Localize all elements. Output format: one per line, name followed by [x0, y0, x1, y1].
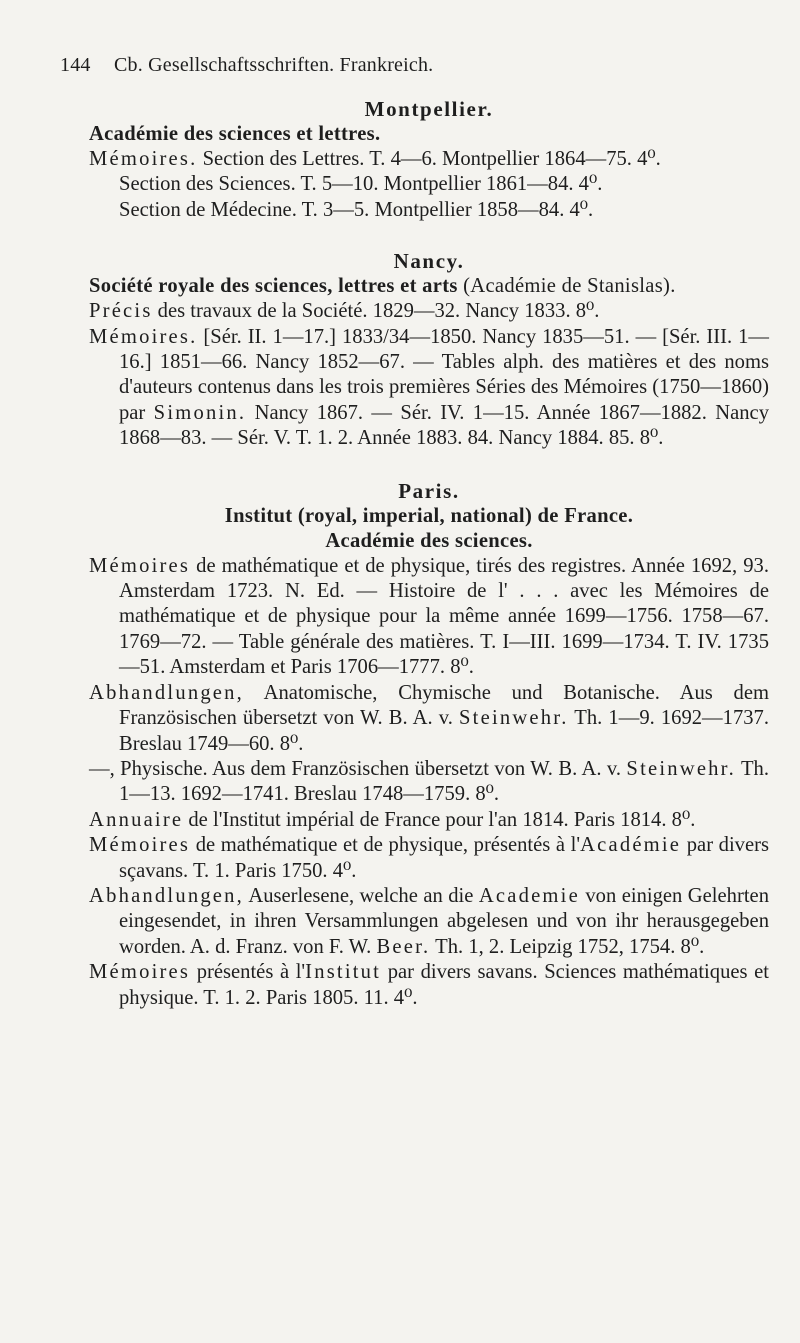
bibliography-entry [89, 833, 769, 884]
bibliography-entry [119, 198, 769, 223]
entry-title: Abhandlungen, [89, 681, 244, 704]
running-header [60, 54, 760, 77]
entry-text: Th. 1, 2. Leipzig 1752, 1754. 8⁰. [430, 935, 705, 958]
entry-title: Précis [89, 300, 153, 323]
running-title: Cb. Gesellschaftsschriften. Frankreich. [114, 54, 434, 76]
city-heading-paris: Paris. [398, 478, 460, 503]
city-heading-nancy: Nancy. [393, 249, 465, 274]
page-body [89, 96, 769, 1011]
entry-title: Mémoires. [89, 148, 198, 170]
bibliography-entry [89, 681, 769, 757]
entry-author: Steinwehr. [626, 757, 736, 780]
entry-text: Section des Sciences. T. 5—10. Montpellier 1861—84. 4⁰. [119, 173, 603, 196]
entry-title: Abhandlungen, [89, 884, 244, 907]
bibliography-entry [89, 325, 769, 452]
bibliography-entry [89, 808, 769, 833]
entry-text: [Sér. II. 1—17.] 1833/34—1850. Nancy 1835—51. — [Sér. III. 1—16.] 1851—66. Nancy 1852—67. — Tables alph. des matières et des noms d'auteurs contenus dans les trois premières Séries des Mémoires (1750—1860) par [119, 325, 769, 424]
city-heading-montpellier: Montpellier. [364, 97, 494, 121]
entry-title: Mémoires. [89, 325, 198, 348]
institution-subheading: Académie des sciences. [325, 529, 533, 552]
entry-text: Th. 1—9. 1692—1737. Breslau 1749—60. 8⁰. [119, 707, 769, 755]
page-number: 144 [60, 54, 91, 76]
entry-text: Th. 1—13. 1692—1741. Breslau 1748—1759. 8⁰. [119, 757, 769, 806]
section-gap [89, 452, 769, 478]
entry-author: Academie [478, 884, 580, 907]
entry-text: des travaux de la Société. 1829—32. Nancy 1833. 8⁰. [152, 300, 600, 323]
entry-text: par divers savans. Sciences mathématiques et physique. T. 1. 2. Paris 1805. 11. 4⁰. [119, 961, 769, 1009]
institution-heading: Académie des sciences et lettres. [89, 123, 381, 145]
entry-author: Simonin. [153, 401, 247, 424]
bibliography-entry [89, 884, 769, 960]
section-gap [89, 223, 769, 248]
entry-author: Beer. [376, 935, 431, 958]
entry-text: de mathématique et de physique, présentés à l' [190, 834, 581, 857]
entry-text: von einigen Gelehrten eingesendet, in ihren Versammlungen abgelesen und von ihr herausgegeben worden. A. d. Franz. von F. W. [119, 884, 769, 958]
entry-title: Annuaire [89, 808, 184, 831]
institution-note: (Académie de Stanislas). [457, 275, 676, 298]
entry-text: présentés à l' [190, 961, 306, 984]
entry-text: par divers sçavans. T. 1. Paris 1750. 4⁰. [119, 834, 769, 882]
entry-text: Nancy 1867. — Sér. IV. 1—15. Année 1867—1882. Nancy 1868—83. — Sér. V. T. 1. 2. Année 1883. 84. Nancy 1884. 85. 8⁰. [119, 401, 769, 450]
institution-name: Société royale des sciences, lettres et arts [89, 275, 458, 298]
entry-title: —, [89, 757, 115, 780]
bibliography-entry [119, 172, 769, 197]
entry-text: Section des Lettres. T. 4—6. Montpellier 1864—75. 4⁰. [197, 148, 661, 170]
entry-text: Physische. Aus dem Französischen übersetzt von W. B. A. v. [114, 757, 627, 780]
bibliography-entry [89, 960, 769, 1011]
bibliography-entry [89, 757, 769, 808]
entry-author: Steinwehr. [459, 707, 569, 730]
bibliography-entry [89, 299, 769, 324]
entry-text: Section de Médecine. T. 3—5. Montpellier 1858—84. 4⁰. [119, 198, 594, 221]
entry-text: Auserlesene, welche an die [244, 884, 479, 907]
entry-text: de mathématique et de physique, tirés des registres. Année 1692, 93. Amsterdam 1723. N. Ed. — Histoire de l' . . . avec les Mémoires de mathématique et de physique pour la même année 1699—1756. 1758—67. 1769—72. — Table générale des matières. T. I—III. 1699—1734. T. IV. 1735—51. Amsterdam et Paris 1706—1777. 8⁰. [119, 554, 769, 679]
entry-title: Mémoires [89, 554, 191, 577]
entry-title: Mémoires [89, 834, 191, 857]
bibliography-entry [89, 147, 769, 172]
entry-author: Institut [305, 961, 382, 984]
entry-title: Mémoires [89, 961, 191, 984]
institution-heading: Institut (royal, imperial, national) de France. [224, 504, 634, 527]
entry-text: Anatomische, Chymische und Botanische. Aus dem Französischen übersetzt von W. B. A. v. [119, 681, 769, 730]
bibliography-entry [89, 554, 769, 681]
entry-text: de l'Institut impérial de France pour l'an 1814. Paris 1814. 8⁰. [183, 808, 696, 831]
entry-author: Académie [580, 834, 682, 857]
institution-heading [89, 274, 769, 299]
